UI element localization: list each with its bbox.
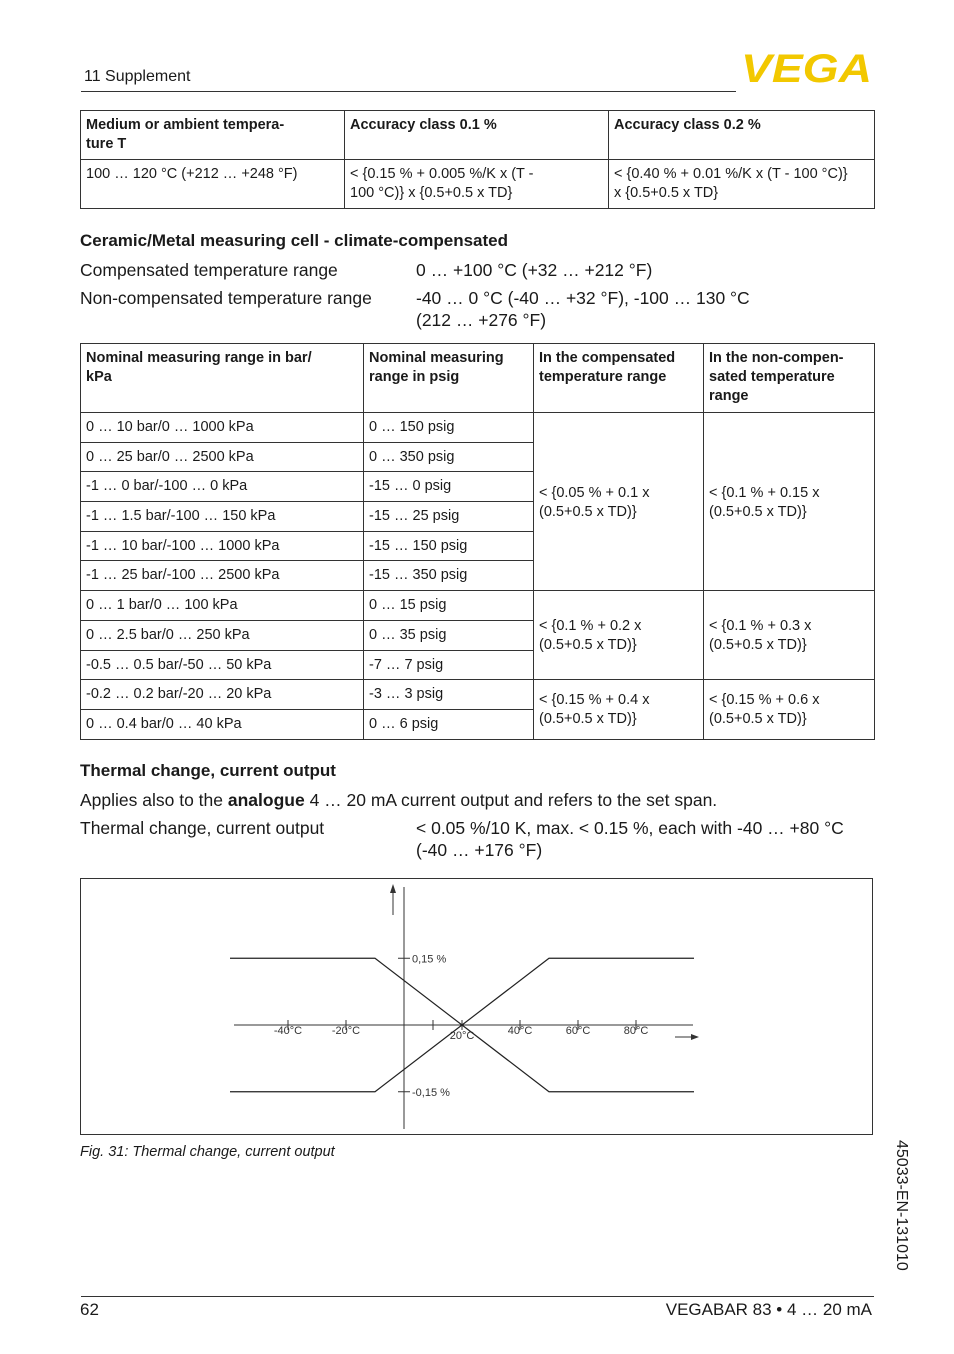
thermal-intro-after: 4 … 20 mA current output and refers to the set span.	[304, 790, 718, 810]
table-header-cell: Accuracy class 0.1 %	[345, 111, 609, 160]
noncomp-range-label: Non-compensated temperature range	[80, 288, 372, 308]
table-cell: -15 … 150 psig	[364, 531, 534, 561]
table-header-cell: Nominal measuring range in psig	[364, 344, 534, 413]
table-cell: 0 … 1 bar/0 … 100 kPa	[81, 591, 364, 621]
table-header-cell: Accuracy class 0.2 %	[609, 111, 875, 160]
table-cell: < {0.15 % + 0.4 x (0.5+0.5 x TD)}	[534, 680, 704, 739]
table-cell: 0 … 35 psig	[364, 620, 534, 650]
table-cell: -1 … 1.5 bar/-100 … 150 kPa	[81, 502, 364, 532]
table-row	[81, 413, 875, 443]
table-cell: 100 … 120 °C (+212 … +248 °F)	[81, 160, 345, 209]
table-cell: 0 … 6 psig	[364, 709, 534, 739]
thermal-change-chart	[81, 879, 872, 1134]
logo-text: VEGA	[741, 48, 872, 86]
thermal-label: Thermal change, current output	[80, 818, 325, 838]
section-title: 11 Supplement	[84, 68, 191, 85]
document-code: 45033-EN-131010	[893, 1140, 910, 1271]
thermal-intro-bold: analogue	[227, 790, 305, 810]
table-cell: < {0.1 % + 0.3 x (0.5+0.5 x TD)}	[704, 591, 875, 680]
table-header-cell: Nominal measuring range in bar/ kPa	[81, 344, 364, 413]
y-tick-label: -0,15 %	[412, 1086, 450, 1099]
table-cell: < {0.05 % + 0.1 x (0.5+0.5 x TD)}	[534, 413, 704, 591]
table-cell: -0.5 … 0.5 bar/-50 … 50 kPa	[81, 650, 364, 680]
y-axis-arrow-head	[390, 884, 396, 893]
table-cell: -1 … 25 bar/-100 … 2500 kPa	[81, 561, 364, 591]
ceramic-heading: Ceramic/Metal measuring cell - climate-compensated	[80, 231, 508, 250]
table-cell: < {0.1 % + 0.2 x (0.5+0.5 x TD)}	[534, 591, 704, 680]
table-cell: 0 … 0.4 bar/0 … 40 kPa	[81, 709, 364, 739]
footer-divider	[81, 1296, 874, 1297]
table-header-cell: In the non-compen- sated temperature range	[704, 344, 875, 413]
thermal-intro	[80, 789, 717, 811]
x-tick-label: 60°C	[565, 1025, 591, 1037]
x-tick-label: 20°C	[449, 1030, 475, 1042]
y-tick-label: 0,15 %	[412, 953, 447, 966]
table-cell: -15 … 25 psig	[364, 502, 534, 532]
table-cell: < {0.1 % + 0.15 x (0.5+0.5 x TD)}	[704, 413, 875, 591]
table-cell: -7 … 7 psig	[364, 650, 534, 680]
table-header-row	[81, 111, 875, 160]
comp-range-label: Compensated temperature range	[80, 260, 338, 280]
table-cell: 0 … 15 psig	[364, 591, 534, 621]
x-tick-label: 80°C	[623, 1025, 649, 1037]
footer-title: VEGABAR 83 • 4 … 20 mA	[665, 1300, 872, 1319]
table-header-cell: Medium or ambient tempera- ture T	[81, 111, 345, 160]
table-cell: -15 … 350 psig	[364, 561, 534, 591]
x-tick-label: -20°C	[331, 1025, 361, 1037]
thermal-intro-before: Applies also to the	[80, 790, 228, 810]
measuring-range-table	[80, 343, 875, 740]
table-row	[81, 680, 875, 710]
table-cell: < {0.40 % + 0.01 %/K x (T - 100 °C)} x {0.5+0.5 x TD}	[609, 160, 875, 209]
thermal-chart-frame	[80, 878, 873, 1135]
table-cell: 0 … 350 psig	[364, 442, 534, 472]
page-number: 62	[80, 1300, 99, 1319]
thermal-value: < 0.05 %/10 K, max. < 0.15 %, each with -40 … +80 °C (-40 … +176 °F)	[416, 818, 844, 860]
table-cell: -15 … 0 psig	[364, 472, 534, 502]
comp-range-value: 0 … +100 °C (+32 … +212 °F)	[416, 260, 653, 280]
figure-caption: Fig. 31: Thermal change, current output	[80, 1144, 335, 1160]
noncomp-range-value: -40 … 0 °C (-40 … +32 °F), -100 … 130 °C (212 … +276 °F)	[416, 288, 750, 330]
table-row	[81, 591, 875, 621]
table-cell: -3 … 3 psig	[364, 680, 534, 710]
table-cell: 0 … 25 bar/0 … 2500 kPa	[81, 442, 364, 472]
table-cell: < {0.15 % + 0.005 %/K x (T - 100 °C)} x {0.5+0.5 x TD}	[345, 160, 609, 209]
thermal-heading: Thermal change, current output	[80, 761, 336, 780]
x-axis-arrow-head	[691, 1034, 699, 1040]
x-tick-label: -40°C	[273, 1025, 303, 1037]
table-cell: -1 … 0 bar/-100 … 0 kPa	[81, 472, 364, 502]
header-divider	[81, 91, 736, 92]
table-cell: 0 … 2.5 bar/0 … 250 kPa	[81, 620, 364, 650]
table-cell: -1 … 10 bar/-100 … 1000 kPa	[81, 531, 364, 561]
x-tick-label: 40°C	[507, 1025, 533, 1037]
table-header-row	[81, 344, 875, 413]
vega-logo	[741, 48, 872, 86]
table-row	[81, 160, 875, 209]
table-header-cell: In the compensated temperature range	[534, 344, 704, 413]
accuracy-class-table	[80, 110, 875, 209]
table-cell: 0 … 10 bar/0 … 1000 kPa	[81, 413, 364, 443]
table-cell: 0 … 150 psig	[364, 413, 534, 443]
table-cell: < {0.15 % + 0.6 x (0.5+0.5 x TD)}	[704, 680, 875, 739]
table-cell: -0.2 … 0.2 bar/-20 … 20 kPa	[81, 680, 364, 710]
